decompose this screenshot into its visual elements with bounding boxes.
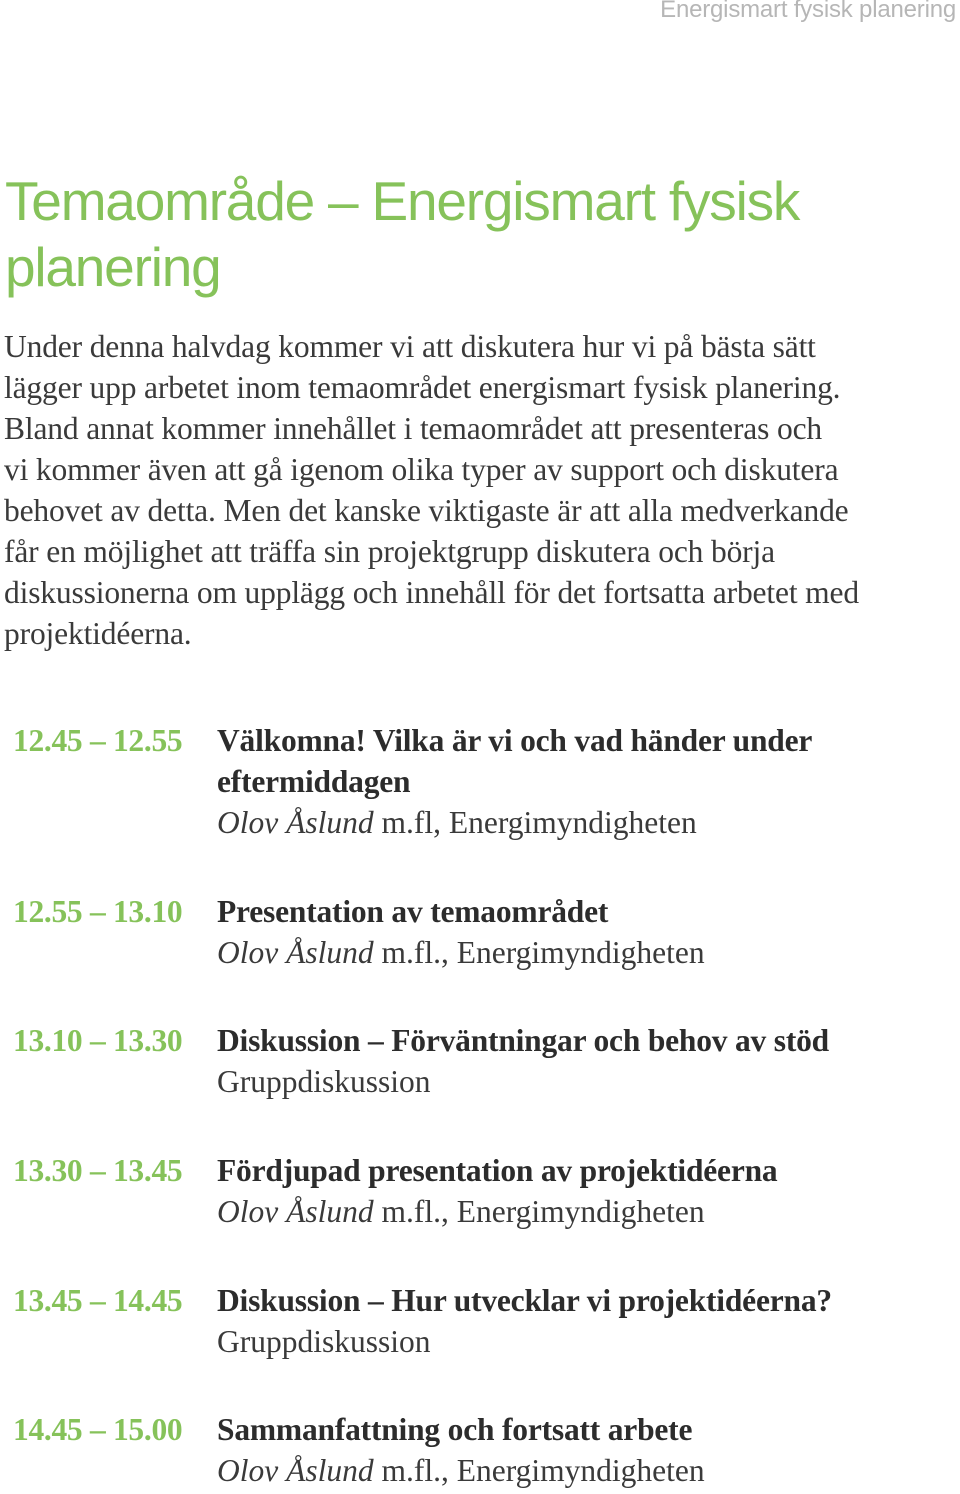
agenda-content bbox=[217, 1020, 947, 1102]
agenda-title: Välkomna! Vilka är vi och vad händer under eftermiddagen bbox=[217, 723, 812, 799]
agenda-format: Gruppdiskussion bbox=[217, 1064, 431, 1099]
agenda-speaker-line bbox=[217, 802, 947, 843]
speaker-affiliation: m.fl., Energimyndigheten bbox=[373, 935, 705, 970]
intro-line: lägger upp arbetet inom temaområdet energismart fysisk planering. bbox=[4, 370, 841, 405]
agenda-time: 12.55 – 13.10 bbox=[13, 894, 183, 929]
speaker-name: Olov Åslund bbox=[217, 1453, 374, 1488]
intro-line: vi kommer även att gå igenom olika typer av support och diskutera bbox=[4, 452, 839, 487]
agenda-speaker-line bbox=[217, 1191, 947, 1232]
intro-line: diskussionerna om upplägg och innehåll för det fortsatta arbetet med bbox=[4, 575, 859, 610]
agenda-title: Fördjupad presentation av projektidéerna bbox=[217, 1153, 778, 1188]
agenda-content bbox=[217, 1150, 947, 1232]
agenda-time: 13.10 – 13.30 bbox=[13, 1023, 183, 1058]
agenda-time: 12.45 – 12.55 bbox=[13, 723, 183, 758]
agenda-time: 13.45 – 14.45 bbox=[13, 1283, 183, 1318]
agenda-content bbox=[217, 1280, 947, 1362]
speaker-affiliation: m.fl., Energimyndigheten bbox=[373, 1194, 705, 1229]
speaker-affiliation: m.fl., Energimyndigheten bbox=[373, 1453, 705, 1488]
agenda-content bbox=[217, 720, 947, 843]
agenda-content bbox=[217, 1409, 947, 1491]
speaker-name: Olov Åslund bbox=[217, 1194, 374, 1229]
agenda-title: Presentation av temaområdet bbox=[217, 894, 609, 929]
intro-line: Under denna halvdag kommer vi att diskutera hur vi på bästa sätt bbox=[4, 329, 816, 364]
agenda-title: Diskussion – Hur utvecklar vi projektidéerna? bbox=[217, 1283, 832, 1318]
intro-paragraph bbox=[4, 326, 956, 654]
intro-line: behovet av detta. Men det kanske viktigaste är att alla medverkande bbox=[4, 493, 849, 528]
agenda-speaker-line bbox=[217, 932, 947, 973]
intro-line: Bland annat kommer innehållet i temaområdet att presenteras och bbox=[4, 411, 822, 446]
speaker-name: Olov Åslund bbox=[217, 805, 374, 840]
agenda-speaker-line bbox=[217, 1061, 947, 1102]
agenda-time: 13.30 – 13.45 bbox=[13, 1153, 183, 1188]
agenda-format: Gruppdiskussion bbox=[217, 1324, 431, 1359]
running-header: Energismart fysisk planering bbox=[660, 0, 956, 23]
agenda-content bbox=[217, 891, 947, 973]
speaker-affiliation: m.fl, Energimyndigheten bbox=[373, 805, 697, 840]
intro-line: projektidéerna. bbox=[4, 616, 192, 651]
speaker-name: Olov Åslund bbox=[217, 935, 374, 970]
intro-line: får en möjlighet att träffa sin projektgrupp diskutera och börja bbox=[4, 534, 775, 569]
page-title: Temaområde – Energismart fysisk planering bbox=[5, 170, 800, 298]
agenda-speaker-line bbox=[217, 1321, 947, 1362]
agenda-title: Sammanfattning och fortsatt arbete bbox=[217, 1412, 693, 1447]
agenda-time: 14.45 – 15.00 bbox=[13, 1412, 183, 1447]
agenda-title: Diskussion – Förväntningar och behov av stöd bbox=[217, 1023, 830, 1058]
agenda-speaker-line bbox=[217, 1450, 947, 1491]
